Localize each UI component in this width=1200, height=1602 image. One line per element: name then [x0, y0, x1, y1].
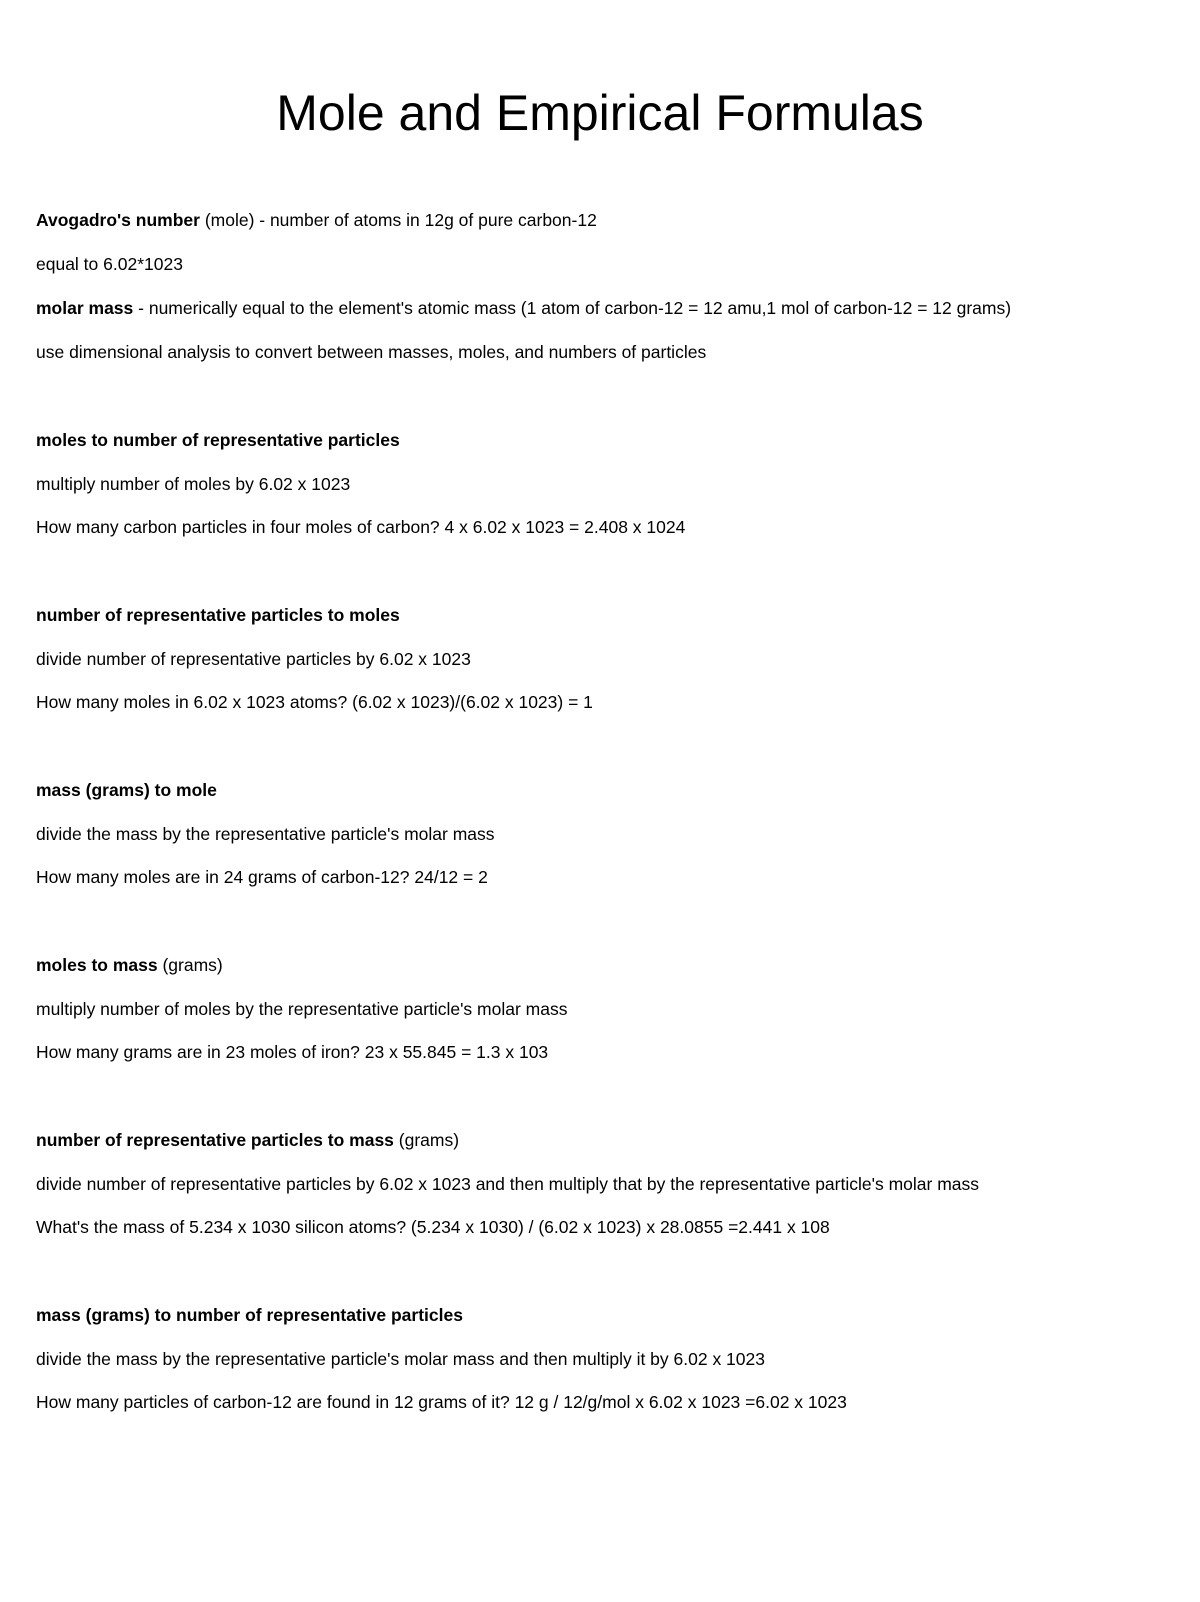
section-heading: moles to number of representative particles	[36, 430, 400, 450]
section-rule: divide the mass by the representative particle's molar mass and then multiply it by 6.02 x 1023	[36, 1349, 765, 1369]
section-example: What's the mass of 5.234 x 1030 silicon atoms? (5.234 x 1030) / (6.02 x 1023) x 28.0855 =2.441 x 108	[36, 1217, 830, 1237]
heading-bold-tail: to mole	[149, 780, 217, 800]
avogadro-value: equal to 6.02*1023	[36, 254, 183, 274]
section-rule: multiply number of moles by the representative particle's molar mass	[36, 999, 568, 1019]
section-example: How many particles of carbon-12 are found in 12 grams of it? 12 g / 12/g/mol x 6.02 x 1023 =6.02 x 1023	[36, 1392, 847, 1412]
heading-bold-part: moles to mass	[36, 955, 163, 975]
section-rule: divide the mass by the representative particle's molar mass	[36, 824, 495, 844]
section-example: How many grams are in 23 moles of iron? 23 x 55.845 = 1.3 x 103	[36, 1042, 549, 1062]
section-rule: multiply number of moles by 6.02 x 1023	[36, 474, 351, 494]
section-rule: divide number of representative particles by 6.02 x 1023 and then multiply that by the representative particle's molar mass	[36, 1174, 980, 1194]
molar-mass-term: molar mass	[36, 298, 134, 318]
avogadro-term: Avogadro's number	[36, 210, 200, 230]
avogadro-line	[36, 208, 1176, 232]
section-example: How many carbon particles in four moles of carbon? 4 x 6.02 x 1023 = 2.408 x 1024	[36, 517, 686, 537]
section-heading	[36, 778, 1176, 802]
molar-mass-line	[36, 296, 1176, 320]
section-heading	[36, 1303, 1176, 1327]
section-heading: number of representative particles to moles	[36, 605, 400, 625]
heading-bold-part: number of representative particles to mass	[36, 1130, 399, 1150]
avogadro-definition: (mole) - number of atoms in 12g of pure carbon-12	[199, 210, 597, 230]
section-example: How many moles are in 24 grams of carbon-12? 24/12 = 2	[36, 867, 488, 887]
heading-units: (grams)	[85, 780, 150, 800]
heading-bold-part: mass	[36, 1305, 86, 1325]
section-heading	[36, 953, 1176, 977]
dimensional-analysis-line: use dimensional analysis to convert between masses, moles, and numbers of particles	[36, 342, 707, 362]
heading-units: (grams)	[162, 955, 223, 975]
page-title: Mole and Empirical Formulas	[276, 85, 924, 141]
section-example: How many moles in 6.02 x 1023 atoms? (6.02 x 1023)/(6.02 x 1023) = 1	[36, 692, 593, 712]
section-heading	[36, 1128, 1176, 1152]
section-rule: divide number of representative particles by 6.02 x 1023	[36, 649, 471, 669]
heading-bold-part: mass	[36, 780, 86, 800]
heading-bold-tail: to number of representative particles	[149, 1305, 463, 1325]
heading-units: (grams)	[85, 1305, 150, 1325]
heading-units: (grams)	[398, 1130, 460, 1150]
molar-mass-definition: - numerically equal to the element's atomic mass (1 atom of carbon-12 = 12 amu,1 mol of carbon-12 = 12 grams)	[133, 298, 1012, 318]
